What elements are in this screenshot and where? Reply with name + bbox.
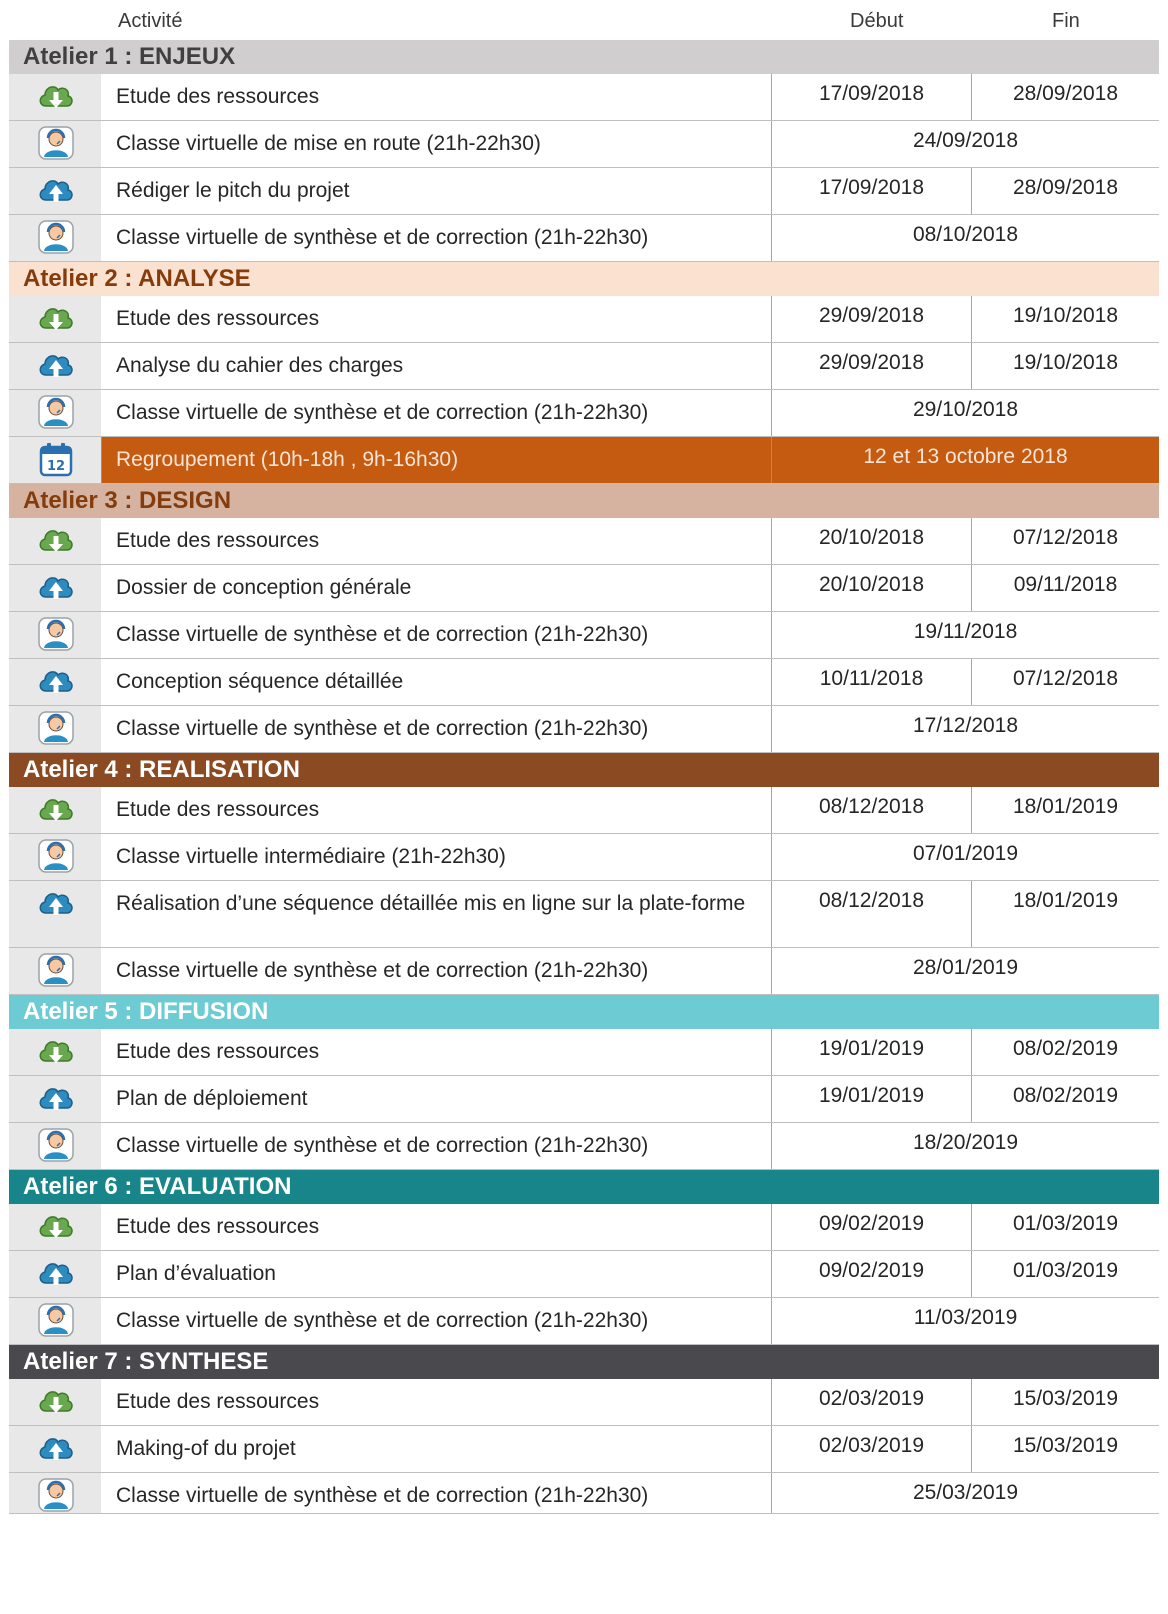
activity-label: Etude des ressources <box>101 787 771 833</box>
section-title: Atelier 7 : SYNTHESE <box>23 1348 269 1375</box>
icon-cell <box>9 881 101 947</box>
activity-row <box>9 948 1159 995</box>
activity-row <box>9 215 1159 262</box>
icon-cell <box>9 612 101 658</box>
activity-row <box>9 1076 1159 1123</box>
activity-row <box>9 390 1159 437</box>
start-date: 02/03/2019 <box>771 1379 971 1425</box>
activity-date: 18/20/2019 <box>771 1123 1159 1169</box>
end-date: 07/12/2018 <box>971 659 1159 705</box>
activity-label: Conception séquence détaillée <box>101 659 771 705</box>
activity-label: Etude des ressources <box>101 1204 771 1250</box>
activity-row <box>9 1426 1159 1473</box>
icon-cell <box>9 74 101 120</box>
activity-label: Classe virtuelle de synthèse et de correction (21h-22h30) <box>101 706 771 752</box>
end-date: 19/10/2018 <box>971 296 1159 342</box>
icon-cell <box>9 659 101 705</box>
activity-label: Etude des ressources <box>101 1029 771 1075</box>
activity-row <box>9 565 1159 612</box>
section-header <box>9 262 1159 296</box>
end-date: 15/03/2019 <box>971 1426 1159 1472</box>
activity-label: Classe virtuelle de synthèse et de correction (21h-22h30) <box>101 390 771 436</box>
activity-label: Etude des ressources <box>101 1379 771 1425</box>
activity-row <box>9 706 1159 753</box>
activity-label: Dossier de conception générale <box>101 565 771 611</box>
activity-label: Classe virtuelle de synthèse et de correction (21h-22h30) <box>101 612 771 658</box>
activity-label: Classe virtuelle intermédiaire (21h-22h30) <box>101 834 771 880</box>
end-date: 18/01/2019 <box>971 881 1159 947</box>
activity-row <box>9 1298 1159 1345</box>
activity-row <box>9 168 1159 215</box>
activity-date: 28/01/2019 <box>771 948 1159 994</box>
start-date: 10/11/2018 <box>771 659 971 705</box>
icon-cell <box>9 948 101 994</box>
section-title: Atelier 3 : DESIGN <box>23 487 232 514</box>
activity-label: Plan de déploiement <box>101 1076 771 1122</box>
icon-cell <box>9 565 101 611</box>
activity-date: 25/03/2019 <box>771 1473 1159 1513</box>
activity-label: Classe virtuelle de synthèse et de correction (21h-22h30) <box>101 1298 771 1344</box>
section-header <box>9 995 1159 1029</box>
activity-row <box>9 834 1159 881</box>
column-header-activite: Activité <box>118 10 183 32</box>
activity-row <box>9 1251 1159 1298</box>
activity-label: Plan d’évaluation <box>101 1251 771 1297</box>
section-title: Atelier 6 : EVALUATION <box>23 1173 292 1200</box>
end-date: 09/11/2018 <box>971 565 1159 611</box>
svg-text:12: 12 <box>46 459 66 474</box>
activity-label: Analyse du cahier des charges <box>101 343 771 389</box>
start-date: 20/10/2018 <box>771 565 971 611</box>
icon-cell <box>9 1426 101 1472</box>
activity-date: 29/10/2018 <box>771 390 1159 436</box>
section-header <box>9 1170 1159 1204</box>
end-date: 08/02/2019 <box>971 1029 1159 1075</box>
icon-cell <box>9 787 101 833</box>
icon-cell <box>9 1298 101 1344</box>
start-date: 17/09/2018 <box>771 74 971 120</box>
icon-cell <box>9 215 101 261</box>
activity-label: Classe virtuelle de synthèse et de correction (21h-22h30) <box>101 1123 771 1169</box>
section-header <box>9 1345 1159 1379</box>
start-date: 29/09/2018 <box>771 343 971 389</box>
activity-row <box>9 881 1159 948</box>
activity-date: 08/10/2018 <box>771 215 1159 261</box>
column-header-debut: Début <box>850 10 904 32</box>
end-date: 08/02/2019 <box>971 1076 1159 1122</box>
icon-cell <box>9 296 101 342</box>
activity-row <box>9 518 1159 565</box>
activity-row <box>9 1379 1159 1426</box>
activity-row <box>9 121 1159 168</box>
start-date: 08/12/2018 <box>771 881 971 947</box>
end-date: 18/01/2019 <box>971 787 1159 833</box>
section-title: Atelier 1 : ENJEUX <box>23 43 236 70</box>
icon-cell <box>9 343 101 389</box>
icon-cell <box>9 1379 101 1425</box>
activity-label: Classe virtuelle de synthèse et de correction (21h-22h30) <box>101 948 771 994</box>
section-header <box>9 40 1159 74</box>
activity-date: 07/01/2019 <box>771 834 1159 880</box>
activity-date: 17/12/2018 <box>771 706 1159 752</box>
icon-cell <box>9 390 101 436</box>
activity-date: 24/09/2018 <box>771 121 1159 167</box>
activity-row <box>9 659 1159 706</box>
icon-cell <box>9 121 101 167</box>
column-header-fin: Fin <box>1052 10 1080 32</box>
start-date: 29/09/2018 <box>771 296 971 342</box>
icon-cell <box>9 834 101 880</box>
icon-cell <box>9 437 101 483</box>
activity-row <box>9 787 1159 834</box>
end-date: 01/03/2019 <box>971 1204 1159 1250</box>
event-row <box>9 437 1159 484</box>
icon-cell <box>9 1204 101 1250</box>
schedule-table <box>9 40 1159 1514</box>
activity-row <box>9 296 1159 343</box>
activity-label: Etude des ressources <box>101 518 771 564</box>
activity-label: Making-of du projet <box>101 1426 771 1472</box>
activity-label: Etude des ressources <box>101 296 771 342</box>
activity-row <box>9 74 1159 121</box>
icon-cell <box>9 1123 101 1169</box>
end-date: 28/09/2018 <box>971 74 1159 120</box>
icon-cell <box>9 706 101 752</box>
start-date: 09/02/2019 <box>771 1251 971 1297</box>
activity-row <box>9 1204 1159 1251</box>
section-title: Atelier 2 : ANALYSE <box>23 265 251 292</box>
section-title: Atelier 4 : REALISATION <box>23 756 300 783</box>
activity-row <box>9 1123 1159 1170</box>
activity-label: Rédiger le pitch du projet <box>101 168 771 214</box>
activity-row <box>9 1029 1159 1076</box>
end-date: 07/12/2018 <box>971 518 1159 564</box>
start-date: 08/12/2018 <box>771 787 971 833</box>
section-header <box>9 753 1159 787</box>
activity-label: Classe virtuelle de synthèse et de correction (21h-22h30) <box>101 1473 771 1513</box>
start-date: 09/02/2019 <box>771 1204 971 1250</box>
icon-cell <box>9 518 101 564</box>
activity-date: 12 et 13 octobre 2018 <box>771 437 1159 483</box>
activity-date: 19/11/2018 <box>771 612 1159 658</box>
end-date: 28/09/2018 <box>971 168 1159 214</box>
activity-label: Etude des ressources <box>101 74 771 120</box>
activity-date: 11/03/2019 <box>771 1298 1159 1344</box>
end-date: 19/10/2018 <box>971 343 1159 389</box>
start-date: 20/10/2018 <box>771 518 971 564</box>
section-header <box>9 484 1159 518</box>
icon-cell <box>9 168 101 214</box>
activity-row <box>9 343 1159 390</box>
start-date: 19/01/2019 <box>771 1029 971 1075</box>
start-date: 17/09/2018 <box>771 168 971 214</box>
activity-row <box>9 1473 1159 1514</box>
table-header <box>0 0 1168 40</box>
activity-label: Regroupement (10h-18h , 9h-16h30) <box>101 437 771 483</box>
section-title: Atelier 5 : DIFFUSION <box>23 998 269 1025</box>
activity-label: Classe virtuelle de synthèse et de correction (21h-22h30) <box>101 215 771 261</box>
icon-cell <box>9 1076 101 1122</box>
activity-label: Classe virtuelle de mise en route (21h-22h30) <box>101 121 771 167</box>
activity-label: Réalisation d’une séquence détaillée mis en ligne sur la plate-forme <box>101 881 771 947</box>
start-date: 19/01/2019 <box>771 1076 971 1122</box>
icon-cell <box>9 1029 101 1075</box>
start-date: 02/03/2019 <box>771 1426 971 1472</box>
end-date: 01/03/2019 <box>971 1251 1159 1297</box>
end-date: 15/03/2019 <box>971 1379 1159 1425</box>
activity-row <box>9 612 1159 659</box>
icon-cell <box>9 1251 101 1297</box>
icon-cell <box>9 1473 101 1513</box>
